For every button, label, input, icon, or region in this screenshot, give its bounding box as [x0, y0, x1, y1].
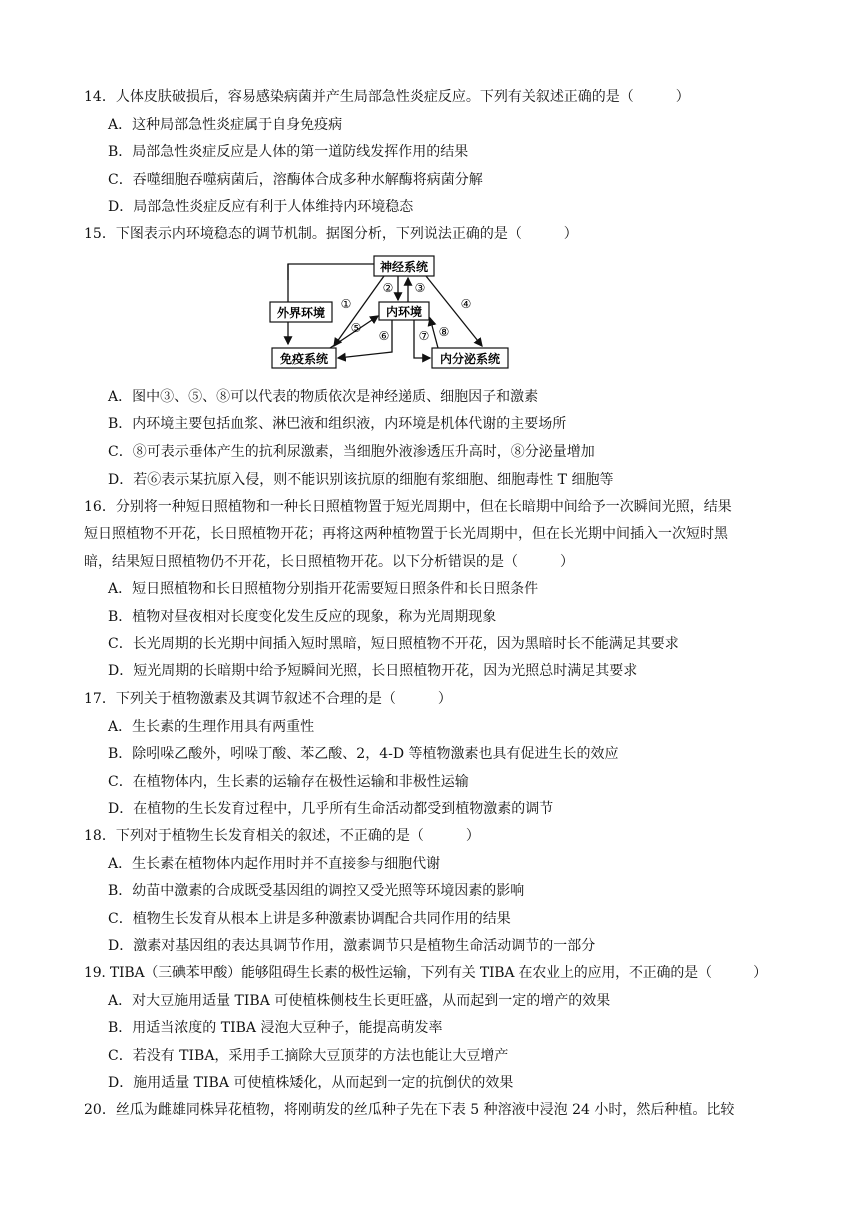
question-17-option-b: B．除吲哚乙酸外，吲哚丁酸、苯乙酸、2，4-D 等植物激素也具有促进生长的效应 [108, 746, 619, 762]
question-19-option-a: A．对大豆施用适量 TIBA 可使植株侧枝生长更旺盛，从而起到一定的增产的效果 [108, 993, 611, 1009]
label-1: ① [340, 297, 352, 311]
question-19-option-b: B．用适当浓度的 TIBA 浸泡大豆种子，能提高萌发率 [108, 1020, 443, 1036]
arrow-1 [334, 276, 384, 346]
arrow-8 [430, 318, 438, 348]
question-16-option-d: D．短光周期的长暗期中给予短瞬间光照，长日照植物开花，因为光照总时满足其要求 [108, 663, 638, 679]
question-14-option-a: A．这种局部急性炎症属于自身免疫病 [108, 117, 343, 133]
question-14-option-b: B．局部急性炎症反应是人体的第一道防线发挥作用的结果 [108, 144, 469, 160]
homeostasis-diagram [260, 252, 520, 374]
label-3: ③ [414, 281, 426, 295]
question-17-stem: 17．下列关于植物激素及其调节叙述不合理的是（ ） [84, 691, 452, 707]
question-16-option-b: B．植物对昼夜相对长度变化发生反应的现象，称为光周期现象 [108, 609, 497, 625]
question-14-stem: 14．人体皮肤破损后，容易感染病菌并产生局部急性炎症反应。下列有关叙述正确的是（ ） [84, 89, 690, 105]
label-7: ⑦ [418, 329, 430, 343]
question-16-option-c: C．长光周期的长光期中间插入短时黑暗，短日照植物不开花，因为黑暗时长不能满足其要求 [108, 636, 679, 652]
question-19-option-c: C．若没有 TIBA，采用手工摘除大豆顶芽的方法也能让大豆增产 [108, 1048, 509, 1064]
question-16-stem-line-2: 短日照植物不开花，长日照植物开花；再将这两种植物置于长光周期中，但在长光期中间插入一次短时黑 [84, 526, 728, 542]
question-19-stem: 19. TIBA（三碘苯甲酸）能够阻碍生长素的极性运输，下列有关 TIBA 在农业上的应用，不正确的是（ ） [84, 965, 767, 981]
node-external: 外界环境 [276, 306, 326, 320]
question-15-option-b: B．内环境主要包括血浆、淋巴液和组织液，内环境是机体代谢的主要场所 [108, 416, 567, 432]
node-immune: 免疫系统 [279, 352, 329, 366]
question-20-stem: 20．丝瓜为雌雄同株异花植物，将刚萌发的丝瓜种子先在下表 5 种溶液中浸泡 24 小时，然后种植。比较 [84, 1102, 735, 1118]
question-17-option-d: D．在植物的生长发育过程中，几乎所有生命活动都受到植物激素的调节 [108, 801, 554, 817]
node-endocrine: 内分泌系统 [439, 352, 501, 366]
question-18-option-a: A．生长素在植物体内起作用时并不直接参与细胞代谢 [108, 856, 441, 872]
arrow-nervous-to-immune [288, 264, 374, 280]
question-18-option-c: C．植物生长发育从根本上讲是多种激素协调配合共同作用的结果 [108, 911, 511, 927]
question-19-option-d: D．施用适量 TIBA 可使植株矮化，从而起到一定的抗倒伏的效果 [108, 1075, 514, 1091]
label-6: ⑥ [378, 329, 390, 343]
question-14-option-d: D．局部急性炎症反应有利于人体维持内环境稳态 [108, 199, 414, 215]
question-15-option-d: D．若⑥表示某抗原入侵，则不能识别该抗原的细胞有浆细胞、细胞毒性 T 细胞等 [108, 472, 614, 488]
question-15-stem: 15．下图表示内环境稳态的调节机制。据图分析，下列说法正确的是（ ） [84, 226, 578, 242]
question-16-option-a: A．短日照植物和长日照植物分别指开花需要短日照条件和长日照条件 [108, 581, 539, 597]
question-18-option-b: B．幼苗中激素的合成既受基因组的调控又受光照等环境因素的影响 [108, 883, 525, 899]
label-4: ④ [460, 297, 472, 311]
question-16-stem-line-3: 暗，结果短日照植物仍不开花，长日照植物开花。以下分析错误的是（ ） [84, 554, 574, 570]
question-16-stem-line-1: 16．分别将一种短日照植物和一种长日照植物置于短光周期中，但在长暗期中间给予一次瞬间光照，结果 [84, 499, 732, 515]
question-18-option-d: D．激素对基因组的表达具调节作用，激素调节只是植物生命活动调节的一部分 [108, 938, 596, 954]
question-15-option-a: A．图中③、⑤、⑧可以代表的物质依次是神经递质、细胞因子和激素 [108, 389, 539, 405]
label-2: ② [382, 281, 394, 295]
question-17-option-a: A．生长素的生理作用具有两重性 [108, 719, 315, 735]
label-8: ⑧ [438, 325, 450, 339]
node-internal: 内环境 [385, 305, 423, 319]
node-nervous: 神经系统 [379, 260, 429, 274]
question-18-stem: 18．下列对于植物生长发育相关的叙述，不正确的是（ ） [84, 828, 480, 844]
label-5: ⑤ [350, 321, 362, 335]
question-14-option-c: C．吞噬细胞吞噬病菌后，溶酶体合成多种水解酶将病菌分解 [108, 172, 483, 188]
question-15-option-c: C．⑧可表示垂体产生的抗利尿激素，当细胞外液渗透压升高时，⑧分泌量增加 [108, 444, 595, 460]
question-17-option-c: C．在植物体内，生长素的运输存在极性运输和非极性运输 [108, 774, 469, 790]
